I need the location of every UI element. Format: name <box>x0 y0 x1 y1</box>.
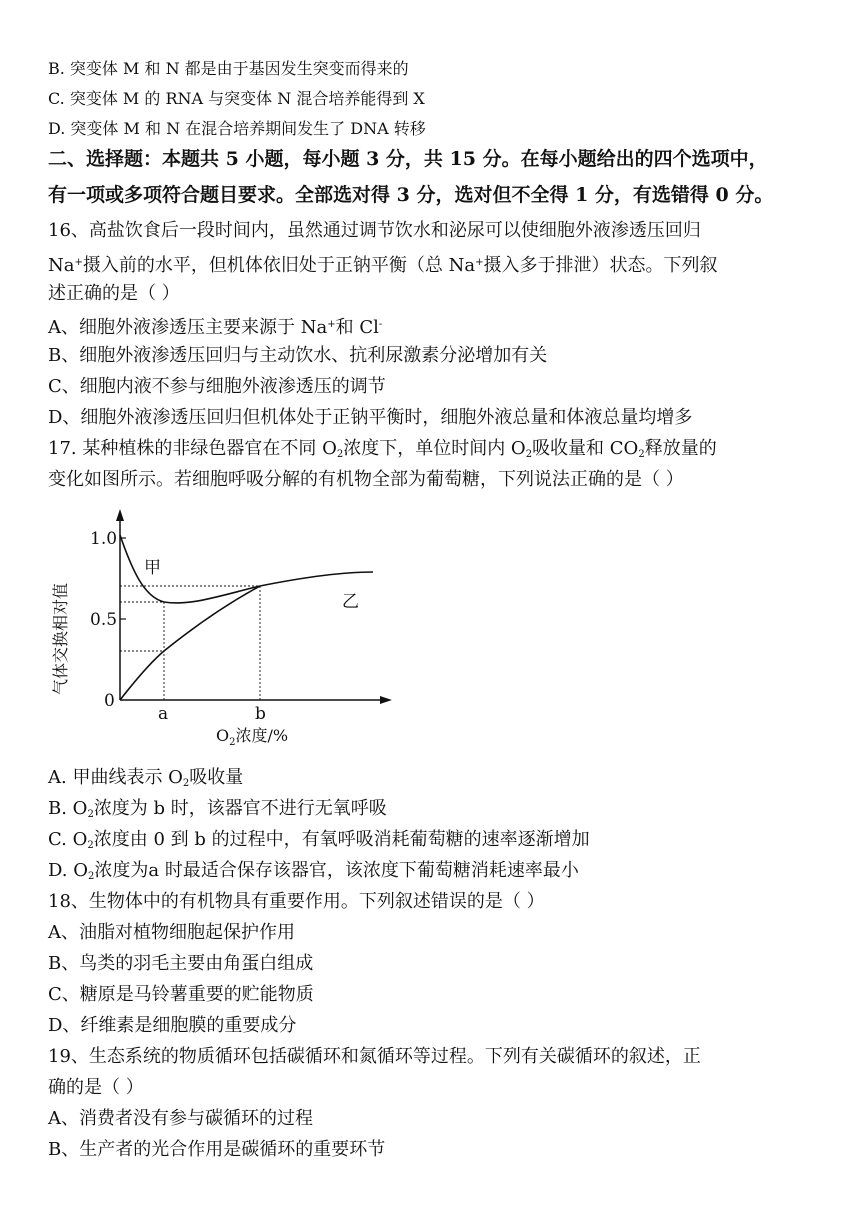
q17-option-d: D. $O_2$浓度为a 时最适合保存该器官，该浓度下葡萄糖消耗速率最小 <box>48 860 579 882</box>
q16-stem-line2: Na+摄入前的水平，但机体依旧处于正钠平衡（总 Na+摄入多于排泄）状态。下列叙 <box>48 255 718 276</box>
q17-option-c: C. $O_2$浓度由 0 到 b 的过程中，有氧呼吸消耗葡萄糖的速率逐渐增加 <box>48 829 590 851</box>
q16-option-c: C、细胞内液不参与细胞外液渗透压的调节 <box>48 376 386 397</box>
y-tick-0: 0 <box>104 691 115 711</box>
option-d-prev: D. 突变体 M 和 N 在混合培养期间发生了 DNA 转移 <box>48 119 426 138</box>
x-axis-arrow <box>380 696 392 704</box>
q16-option-a: A、细胞外液渗透压主要来源于 Na+和 Cl- <box>48 317 383 338</box>
dotted-guides <box>120 586 260 700</box>
x-axis-label: $O_2$浓度/% <box>216 726 289 748</box>
y-axis-label: 气体交换相对值 <box>51 582 70 695</box>
q18-stem: 18、生物体中的有机物具有重要作用。下列叙述错误的是（ ） <box>48 891 545 912</box>
section-title-line1: 二、选择题：本题共 5 小题，每小题 3 分，共 15 分。在每小题给出的四个选项中， <box>48 148 768 170</box>
q18-option-b: B、鸟类的羽毛主要由角蛋白组成 <box>48 953 314 974</box>
q18-option-a: A、油脂对植物细胞起保护作用 <box>48 922 295 943</box>
y-tick-1: 1.0 <box>90 529 118 549</box>
q17-stem-line2: 变化如图所示。若细胞呼吸分解的有机物全部为葡萄糖，下列说法正确的是（ ） <box>48 469 684 490</box>
q16-stem-line1: 16、高盐饮食后一段时间内，虽然通过调节饮水和泌尿可以使细胞外液渗透压回归 <box>48 220 701 241</box>
q18-option-c: C、糖原是马铃薯重要的贮能物质 <box>48 984 314 1005</box>
q19-stem-line1: 19、生态系统的物质循环包括碳循环和氮循环等过程。下列有关碳循环的叙述，正 <box>48 1046 701 1067</box>
q16-option-b: B、细胞外液渗透压回归与主动饮水、抗利尿激素分泌增加有关 <box>48 345 548 366</box>
q17-option-a: A. 甲曲线表示 $O_2$吸收量 <box>48 767 244 789</box>
q17-option-b: B. $O_2$浓度为 b 时，该器官不进行无氧呼吸 <box>48 798 387 820</box>
y-tick-05: 0.5 <box>90 610 118 630</box>
q16-option-d: D、细胞外液渗透压回归但机体处于正钠平衡时，细胞外液总量和体液总量均增多 <box>48 407 693 428</box>
curve-yi <box>120 586 260 700</box>
option-c-prev: C. 突变体 M 的 RNA 与突变体 N 混合培养能得到 X <box>48 89 425 108</box>
x-tick-b: b <box>255 704 266 724</box>
q19-option-b: B、生产者的光合作用是碳循环的重要环节 <box>48 1139 386 1160</box>
q19-stem-line2: 确的是（ ） <box>48 1077 144 1098</box>
q19-option-a: A、消费者没有参与碳循环的过程 <box>48 1108 313 1129</box>
curve-jia-label: 甲 <box>144 558 161 578</box>
section-title-line2: 有一项或多项符合题目要求。全部选对得 3 分，选对但不全得 1 分，有选错得 0 分。 <box>48 184 774 206</box>
gas-exchange-graph <box>40 505 400 755</box>
y-axis-arrow <box>116 509 124 521</box>
q17-stem-line1: 17. 某种植株的非绿色器官在不同 $O_2$浓度下，单位时间内 $O_2$吸收量和 $CO_2$释放量的 <box>48 438 717 460</box>
curve-yi-label: 乙 <box>342 592 359 612</box>
x-tick-a: a <box>158 704 169 724</box>
option-b-prev: B. 突变体 M 和 N 都是由于基因发生突变而得来的 <box>48 59 409 78</box>
q16-stem-line3: 述正确的是（ ） <box>48 283 180 304</box>
q18-option-d: D、纤维素是细胞膜的重要成分 <box>48 1015 297 1036</box>
